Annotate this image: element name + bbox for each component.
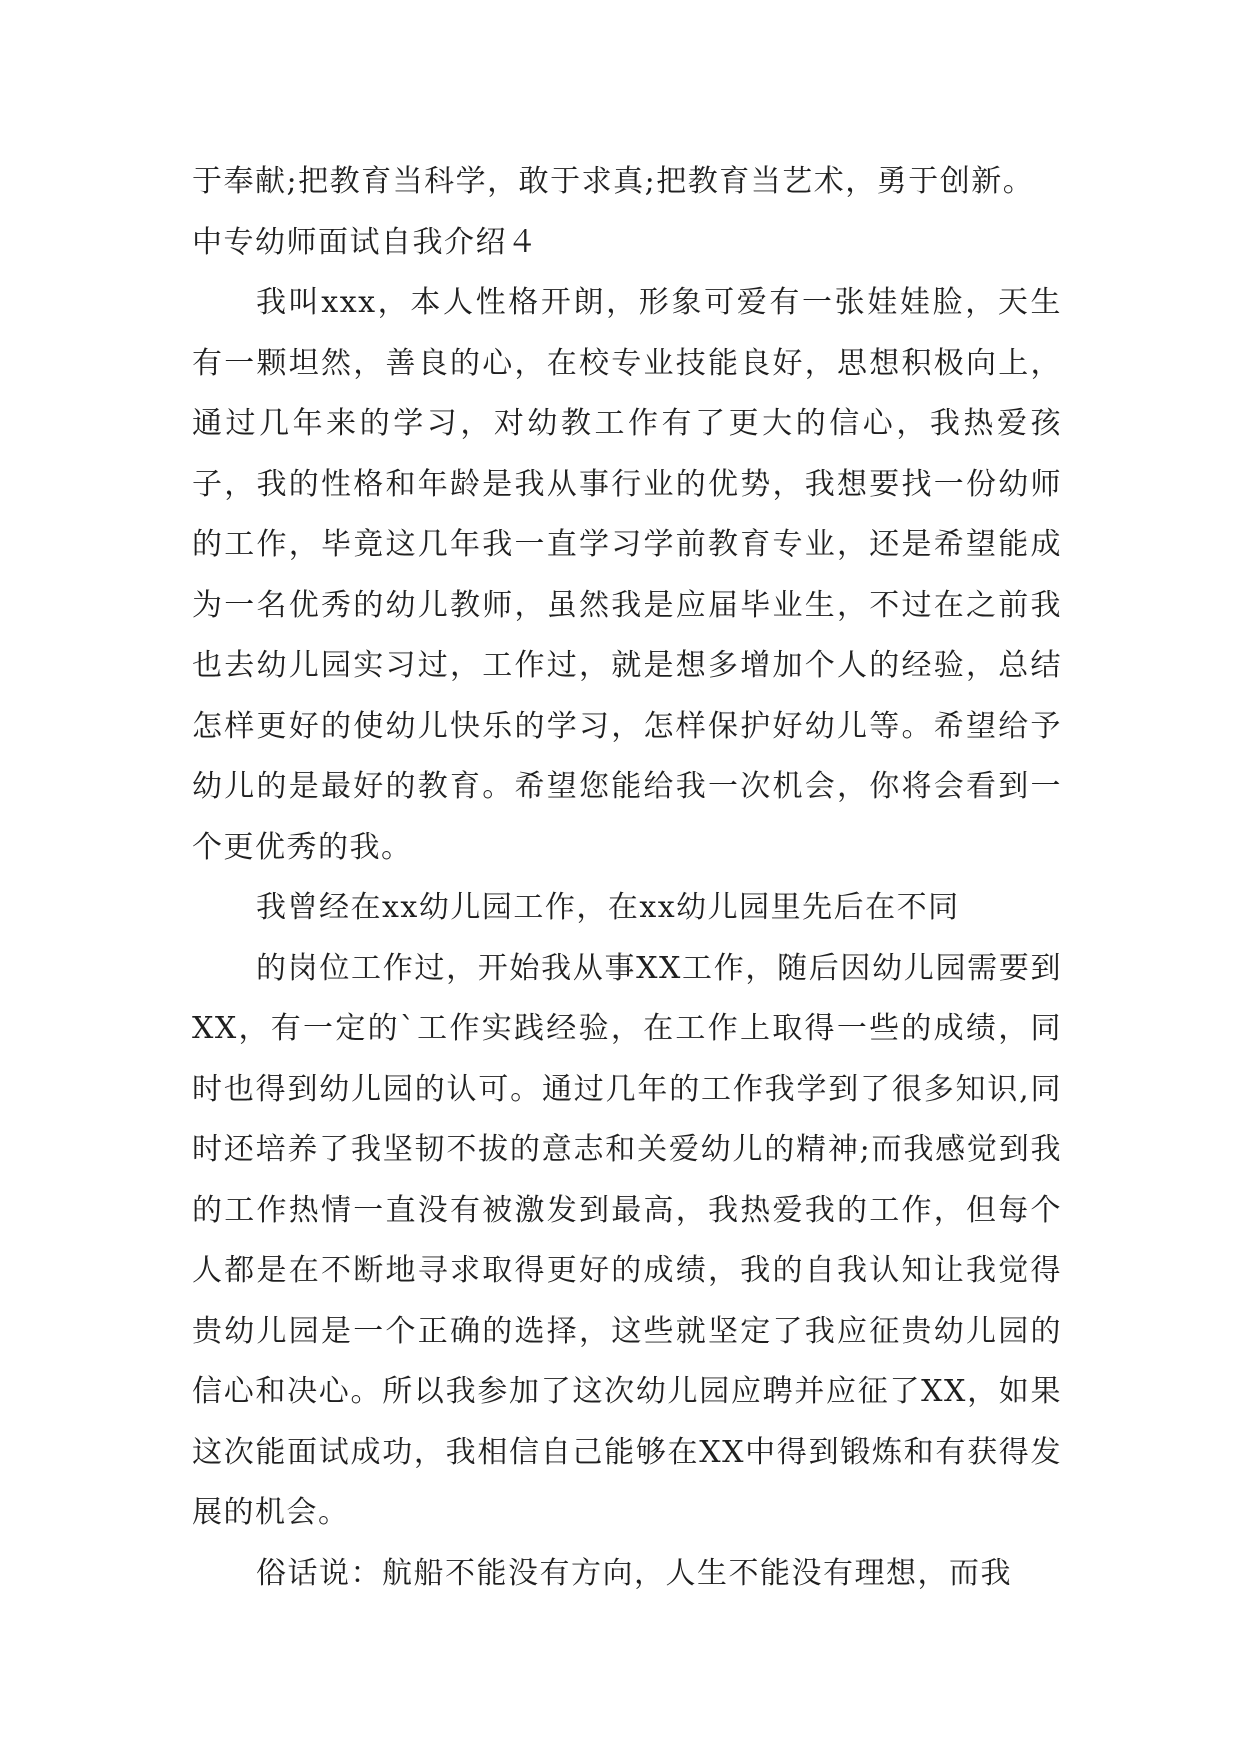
paragraph-continuation: 于奉献;把教育当科学，敢于求真;把教育当艺术，勇于创新。 — [192, 164, 1035, 199]
paragraph-work-history-start: 我曾经在xx幼儿园工作，在xx幼儿园里先后在不同 — [256, 890, 960, 925]
paragraph-work-history: 的岗位工作过，开始我从事XX工作，随后因幼儿园需要到XX，有一定的`工作实践经验，在工作上取得一些的成绩，同时也得到幼儿园的认可。通过几年的工作我学到了很多知识,同时还培养了我坚韧不拔的意志和关爱幼儿的精神;而我感觉到我的工作热情一直没有被激发到最高，我热爱我的工作，但每个人都是在不断地寻求取得更好的成绩，我的自我认知让我觉得贵幼儿园是一个正确的选择，这些就坚定了我应征贵幼儿园的信心和决心。所以我参加了这次幼儿园应聘并应征了XX，如果这次能面试成功，我相信自己能够在XX中得到锻炼和有获得发展的机会。 — [192, 950, 1062, 1530]
document-body — [192, 152, 1062, 1604]
paragraph-self-intro: 我叫xxx，本人性格开朗，形象可爱有一张娃娃脸，天生有一颗坦然，善良的心，在校专业技能良好，思想积极向上，通过几年来的学习，对幼教工作有了更大的信心，我热爱孩子，我的性格和年龄是我从事行业的优势，我想要找一份幼师的工作，毕竟这几年我一直学习学前教育专业，还是希望能成为一名优秀的幼儿教师，虽然我是应届毕业生，不过在之前我也去幼儿园实习过，工作过，就是想多增加个人的经验，总结怎样更好的使幼儿快乐的学习，怎样保护好幼儿等。希望给予幼儿的是最好的教育。希望您能给我一次机会，你将会看到一个更优秀的我。 — [192, 285, 1062, 865]
paragraph-closing: 俗话说：航船不能没有方向，人生不能没有理想，而我 — [256, 1555, 1012, 1591]
section-heading: 中专幼师面试自我介绍４ — [192, 224, 539, 260]
